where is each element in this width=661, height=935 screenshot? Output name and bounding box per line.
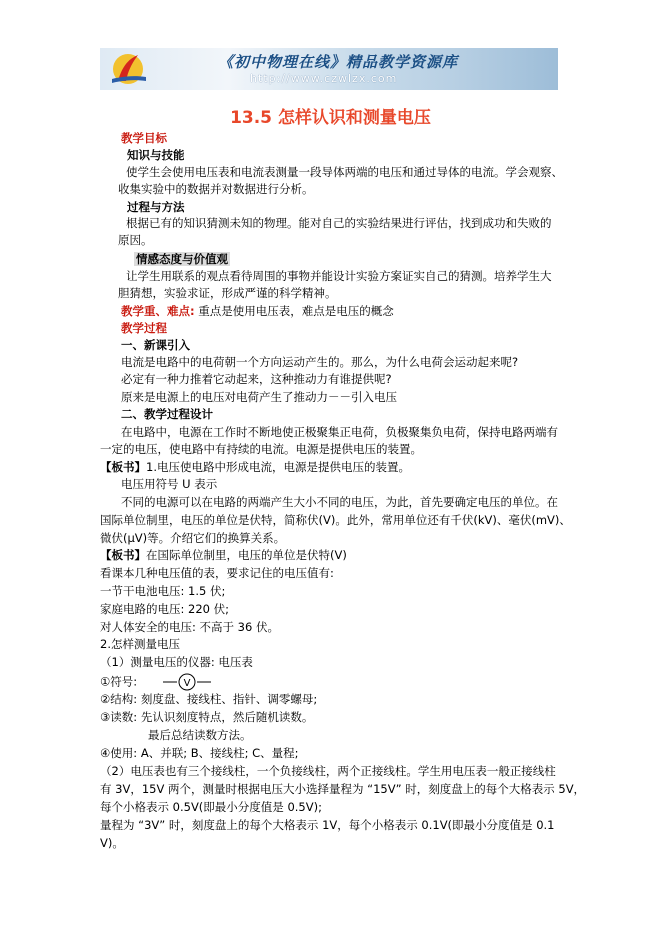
logo-icon xyxy=(108,51,148,87)
intro-line-2: 必定有一种力推着它动起来，这种推动力有谁提供呢? xyxy=(121,372,392,386)
design-line-1: 在电路中，电源在工作时不断地使正极聚集正电荷，负极聚集负电荷，保持电路两端有 xyxy=(121,425,558,439)
symbol-row xyxy=(100,673,211,691)
symbol-label: ①符号: xyxy=(100,674,138,689)
table-line: 看课本几种电压值的表，要求记住的电压值有: xyxy=(100,566,334,580)
unit-line-1: 不同的电源可以在电路的两端产生大小不同的电压，为此，首先要确定电压的单位。在 xyxy=(121,495,558,509)
header-banner xyxy=(100,48,558,90)
board-2 xyxy=(100,548,347,563)
unit-line-2: 国际单位制里，电压的单位是伏特，简称伏(V)。此外，常用单位还有千伏(kV)、毫伏(mV)、 xyxy=(100,513,571,527)
emotion-heading: 情感态度与价值观 xyxy=(136,252,228,266)
goal-heading: 教学目标 xyxy=(121,131,167,145)
unit-line-3: 微伏(μV)等。介绍它们的换算关系。 xyxy=(100,531,286,545)
intro-heading: 一、新课引入 xyxy=(121,338,190,352)
p2-line-2: 有 3V，15V 两个，测量时根据电压大小选择量程为 “15V” 时，刻度盘上的每个大格表示 5V， xyxy=(100,782,586,796)
design-heading: 二、教学过程设计 xyxy=(121,407,213,421)
symbol-line: 电压用符号 U 表示 xyxy=(121,477,218,491)
p2-line-1: （2）电压表也有三个接线柱，一个负接线柱，两个正接线柱。学生用电压表一般正接线柱 xyxy=(100,764,556,778)
summary-line: 最后总结读数方法。 xyxy=(148,728,252,742)
process-line-2: 原因。 xyxy=(118,233,153,247)
key-points xyxy=(121,304,394,319)
design-line-2: 一定的电压，使电路中有持续的电流。电源是提供电压的装置。 xyxy=(100,442,422,456)
instrument-line: （1）测量电压的仪器: 电压表 xyxy=(100,655,253,669)
board2-text: 在国际单位制里，电压的单位是伏特(V) xyxy=(146,548,347,562)
how-heading: 2.怎样测量电压 xyxy=(100,637,180,651)
use-line: ④使用: A、并联; B、接线柱; C、量程; xyxy=(100,746,299,760)
process2-heading: 教学过程 xyxy=(121,321,167,335)
voltage-1: 一节干电池电压: 1.5 伏; xyxy=(100,584,226,598)
emotion-heading-wrap xyxy=(134,252,230,267)
structure-line: ②结构: 刻度盘、接线柱、指针、调零螺母; xyxy=(100,692,318,706)
knowledge-line-2: 收集实验中的数据并对数据进行分析。 xyxy=(118,182,314,196)
p3-line-2: V)。 xyxy=(100,836,124,850)
board-1 xyxy=(100,460,410,475)
key-label: 教学重、难点: xyxy=(121,304,195,318)
process-line-1: 根据已有的知识猜测未知的物理。能对自己的实验结果进行评估，找到成功和失败的 xyxy=(126,216,552,230)
banner-title: 《初中物理在线》精品教学资源库 xyxy=(218,53,459,71)
reading-line: ③读数: 先认识刻度特点，然后随机读数。 xyxy=(100,710,314,724)
emotion-line-1: 让学生用联系的观点看待周围的事物并能设计实验方案证实自己的猜测。培养学生大 xyxy=(126,269,552,283)
knowledge-heading: 知识与技能 xyxy=(127,148,185,162)
process-heading: 过程与方法 xyxy=(127,200,185,214)
banner-url[interactable]: http://www.czwlzx.com xyxy=(250,72,398,85)
intro-line-1: 电流是电路中的电荷朝一个方向运动产生的。那么，为什么电荷会运动起来呢? xyxy=(121,355,519,369)
knowledge-line-1: 使学生会使用电压表和电流表测量一段导体两端的电压和通过导体的电流。学会观察、 xyxy=(126,165,563,179)
voltmeter-letter: V xyxy=(183,678,191,689)
p3-line-1: 量程为 “3V” 时，刻度盘上的每个大格表示 1V，每个小格表示 0.1V(即最小分度值是 0.1 xyxy=(100,818,555,832)
emotion-line-2: 胆猜想，实验求证，形成严谨的科学精神。 xyxy=(118,286,337,300)
intro-line-3: 原来是电源上的电压对电荷产生了推动力－－引入电压 xyxy=(121,390,397,404)
board2-label: 【板书】 xyxy=(100,548,146,562)
p2-line-3: 每个小格表示 0.5V(即最小分度值是 0.5V); xyxy=(100,800,322,814)
voltmeter-symbol-icon xyxy=(163,673,211,691)
board1-label: 【板书】 xyxy=(100,460,146,474)
voltage-3: 对人体安全的电压: 不高于 36 伏。 xyxy=(100,620,279,634)
page-title: 13.5 怎样认识和测量电压 xyxy=(230,108,431,128)
key-text: 重点是使用电压表，难点是电压的概念 xyxy=(194,304,394,318)
voltage-2: 家庭电路的电压: 220 伏; xyxy=(100,602,230,616)
board1-text: 1.电压使电路中形成电流，电源是提供电压的装置。 xyxy=(146,460,410,474)
